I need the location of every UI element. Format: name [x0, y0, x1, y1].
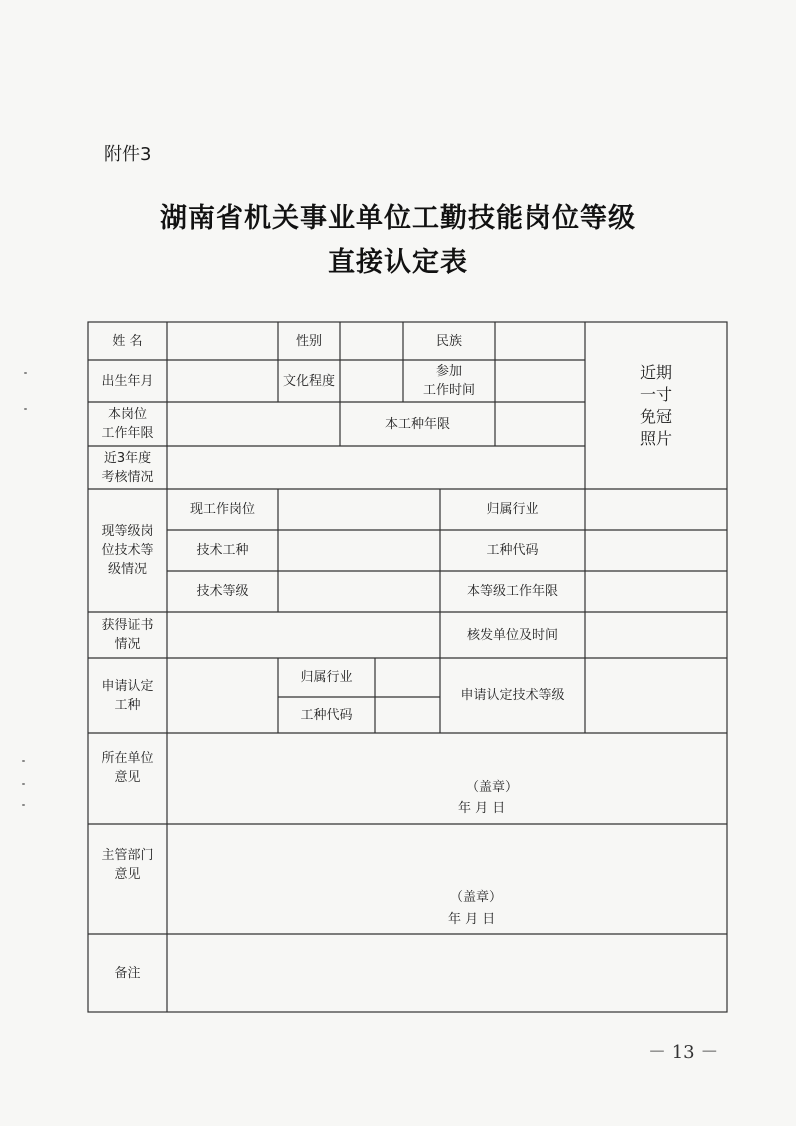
work-start-field[interactable]: [495, 360, 585, 402]
apply-level-label: 申请认定技术等级: [460, 688, 565, 703]
unit-date-text: 年 月 日: [458, 801, 506, 816]
apply-industry-label: 归属行业: [300, 670, 353, 685]
issuer-field[interactable]: [585, 612, 727, 658]
tech-trade-label: 技术工种: [196, 543, 249, 558]
dept-seal-text: （盖章）: [450, 890, 503, 905]
birth-label: 出生年月: [101, 373, 154, 389]
attachment-label: 附件3: [104, 144, 152, 165]
gender-field[interactable]: [340, 322, 403, 360]
post-years-field[interactable]: [167, 402, 340, 446]
apply-trade-field[interactable]: [167, 658, 278, 733]
scan-speck: [22, 760, 25, 762]
unit-opinion-field[interactable]: [167, 733, 727, 824]
trade-years-field[interactable]: [495, 402, 585, 446]
tech-level-field[interactable]: [278, 571, 440, 612]
appraisal-field[interactable]: [167, 446, 585, 489]
name-label: 姓 名: [112, 333, 143, 349]
birth-field[interactable]: [167, 360, 278, 402]
industry-label: 归属行业: [486, 502, 539, 517]
apply-code-label: 工种代码: [300, 707, 353, 723]
scan-speck: [22, 804, 25, 806]
industry-field[interactable]: [585, 489, 727, 530]
certificate-label: 获得证书 情况: [101, 618, 154, 652]
scan-speck: [24, 372, 27, 374]
apply-trade-label: 申请认定 工种: [101, 678, 154, 713]
issuer-label: 核发单位及时间: [466, 627, 558, 643]
current-post-field[interactable]: [278, 489, 440, 530]
trade-years-label: 本工种年限: [384, 416, 450, 432]
dept-opinion-field[interactable]: [167, 824, 727, 934]
unit-opinion-label: 所在单位 意见: [101, 751, 154, 785]
certificate-field[interactable]: [167, 612, 440, 658]
form-title: 湖南省机关事业单位工勤技能岗位等级: [160, 203, 636, 234]
dept-date-text: 年 月 日: [448, 912, 496, 927]
apply-code-field[interactable]: [375, 697, 440, 733]
photo-box: 近期 一寸 免冠 照片: [639, 362, 672, 448]
name-field[interactable]: [167, 322, 278, 360]
tech-trade-field[interactable]: [278, 530, 440, 571]
ethnicity-field[interactable]: [495, 322, 585, 360]
trade-code-label: 工种代码: [486, 543, 539, 558]
unit-seal-text: （盖章）: [466, 780, 519, 795]
education-label: 文化程度: [282, 373, 335, 389]
remarks-field[interactable]: [167, 934, 727, 1012]
apply-level-field[interactable]: [585, 658, 727, 733]
dept-opinion-label: 主管部门 意见: [101, 848, 154, 882]
apply-industry-field[interactable]: [375, 658, 440, 697]
tech-level-label: 技术等级: [196, 584, 249, 599]
page-number: － 13 －: [648, 1042, 719, 1063]
gender-label: 性别: [295, 333, 322, 349]
appraisal-label: 近3年度 考核情况: [101, 450, 154, 485]
current-level-label: 现等级岗 位技术等 级情况: [101, 524, 154, 577]
level-years-label: 本等级工作年限: [466, 584, 558, 599]
form-subtitle: 直接认定表: [328, 247, 468, 278]
remarks-label: 备注: [114, 965, 141, 981]
level-years-field[interactable]: [585, 571, 727, 612]
post-years-label: 本岗位 工作年限: [101, 407, 154, 441]
work-start-label: 参加 工作时间: [422, 364, 475, 398]
scan-speck: [22, 783, 25, 785]
scan-speck: [24, 408, 27, 410]
ethnicity-label: 民族: [435, 333, 462, 349]
trade-code-field[interactable]: [585, 530, 727, 571]
education-field[interactable]: [340, 360, 403, 402]
current-post-label: 现工作岗位: [189, 502, 255, 517]
